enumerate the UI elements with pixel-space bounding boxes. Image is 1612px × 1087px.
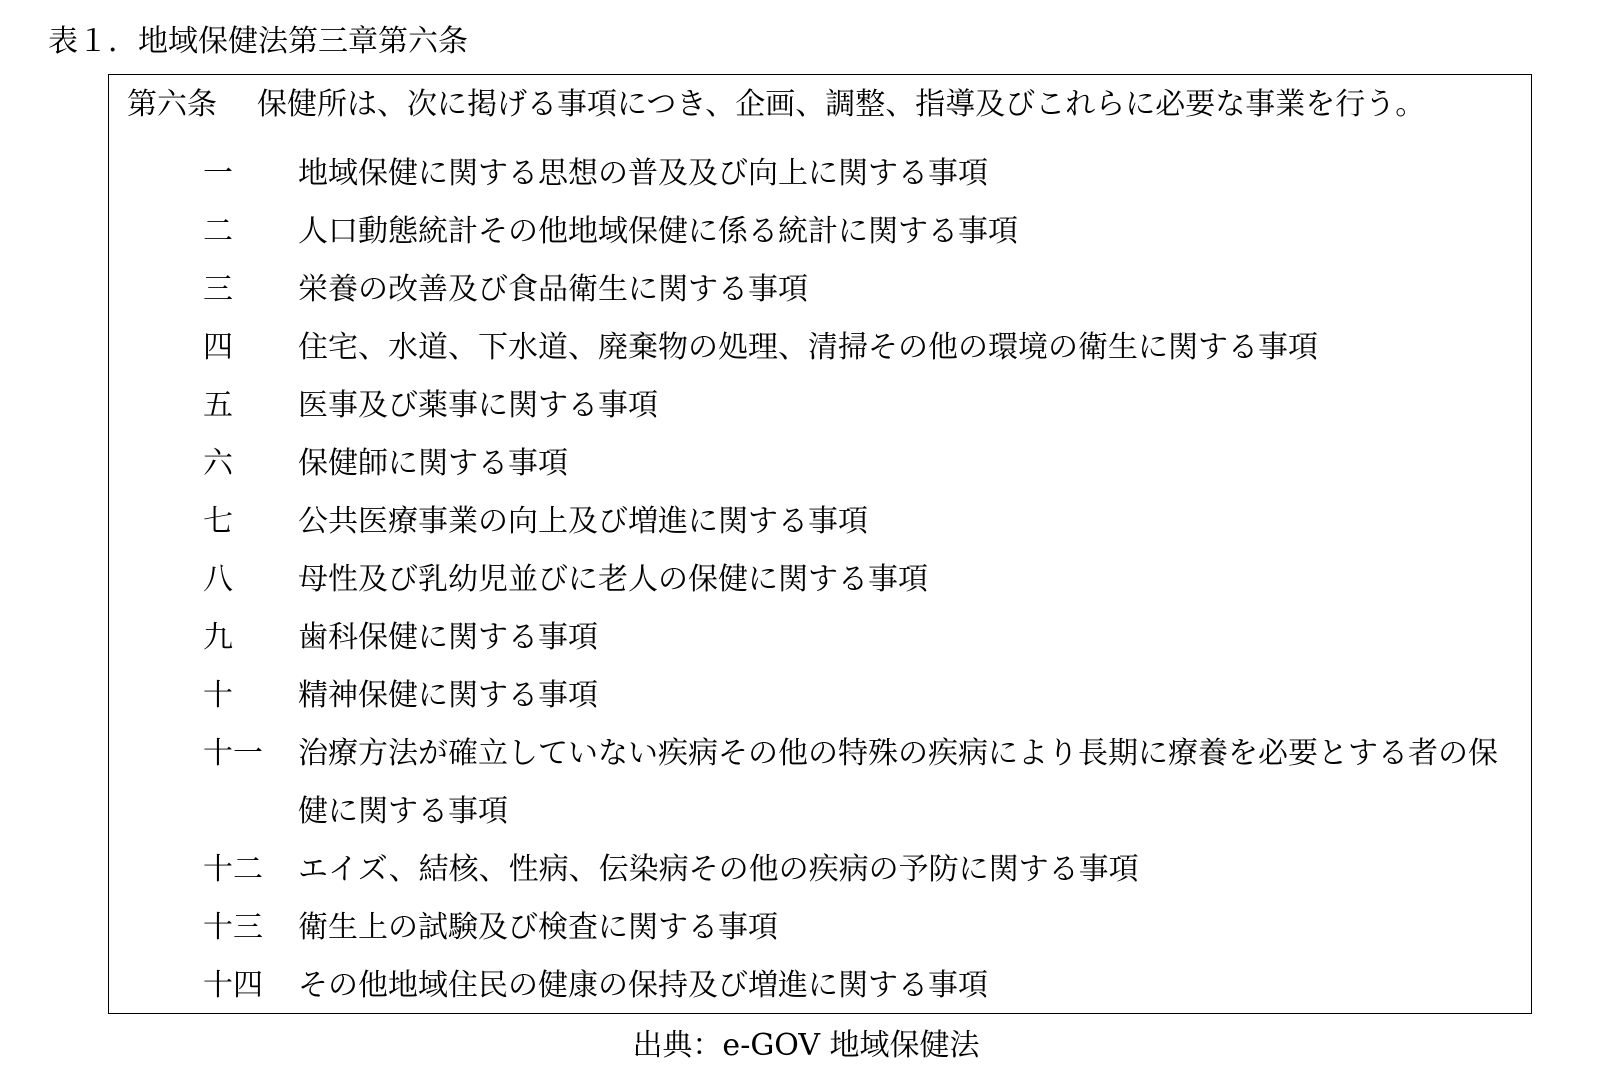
- item-text: 母性及び乳幼児並びに老人の保健に関する事項: [298, 562, 928, 597]
- list-item: [109, 493, 1531, 551]
- item-number: 一: [203, 156, 233, 191]
- item-text: 保健師に関する事項: [298, 446, 568, 481]
- item-text: 公共医療事業の向上及び増進に関する事項: [298, 504, 868, 539]
- list-item: [109, 145, 1531, 203]
- item-number: 三: [203, 272, 233, 307]
- item-text: 歯科保健に関する事項: [298, 620, 598, 655]
- list-item: [109, 377, 1531, 435]
- list-item: [109, 725, 1531, 841]
- item-number: 五: [203, 388, 233, 423]
- item-text: 精神保健に関する事項: [298, 678, 598, 713]
- list-item: [109, 957, 1531, 1015]
- item-text: 治療方法が確立していない疾病その他の特殊の疾病により長期に療養を必要とする者の保健に関する事項: [298, 736, 1498, 829]
- item-number: 十三: [203, 910, 263, 945]
- article-box: [108, 74, 1532, 1014]
- source-citation: 出典：e-GOV 地域保健法: [632, 1028, 980, 1063]
- item-number: 四: [203, 330, 233, 365]
- list-item: [109, 261, 1531, 319]
- item-text: 衛生上の試験及び検査に関する事項: [298, 910, 778, 945]
- list-item: [109, 203, 1531, 261]
- item-text: 地域保健に関する思想の普及及び向上に関する事項: [298, 156, 988, 191]
- item-number: 二: [203, 214, 233, 249]
- article-intro-text: 保健所は、次に掲げる事項につき、企画、調整、指導及びこれらに必要な事業を行う。: [257, 87, 1426, 122]
- item-number: 八: [203, 562, 233, 597]
- list-item: [109, 319, 1531, 377]
- item-list: [109, 145, 1531, 1015]
- item-text: 医事及び薬事に関する事項: [298, 388, 658, 423]
- item-number: 十: [203, 678, 233, 713]
- table-caption: 表１．地域保健法第三章第六条: [48, 24, 468, 59]
- list-item: [109, 667, 1531, 725]
- list-item: [109, 841, 1531, 899]
- item-text: 栄養の改善及び食品衛生に関する事項: [298, 272, 808, 307]
- item-number: 九: [203, 620, 233, 655]
- item-text: 人口動態統計その他地域保健に係る統計に関する事項: [298, 214, 1018, 249]
- item-text: 住宅、水道、下水道、廃棄物の処理、清掃その他の環境の衛生に関する事項: [298, 330, 1318, 365]
- item-text: エイズ、結核、性病、伝染病その他の疾病の予防に関する事項: [298, 852, 1139, 887]
- item-text: その他地域住民の健康の保持及び増進に関する事項: [298, 968, 988, 1003]
- item-number: 十四: [203, 968, 263, 1003]
- item-number: 六: [203, 446, 233, 481]
- item-number: 十二: [203, 852, 263, 887]
- list-item: [109, 609, 1531, 667]
- list-item: [109, 435, 1531, 493]
- article-intro: [127, 85, 1425, 125]
- item-number: 七: [203, 504, 233, 539]
- list-item: [109, 551, 1531, 609]
- list-item: [109, 899, 1531, 957]
- item-number: 十一: [203, 736, 263, 771]
- article-label: 第六条: [127, 87, 217, 122]
